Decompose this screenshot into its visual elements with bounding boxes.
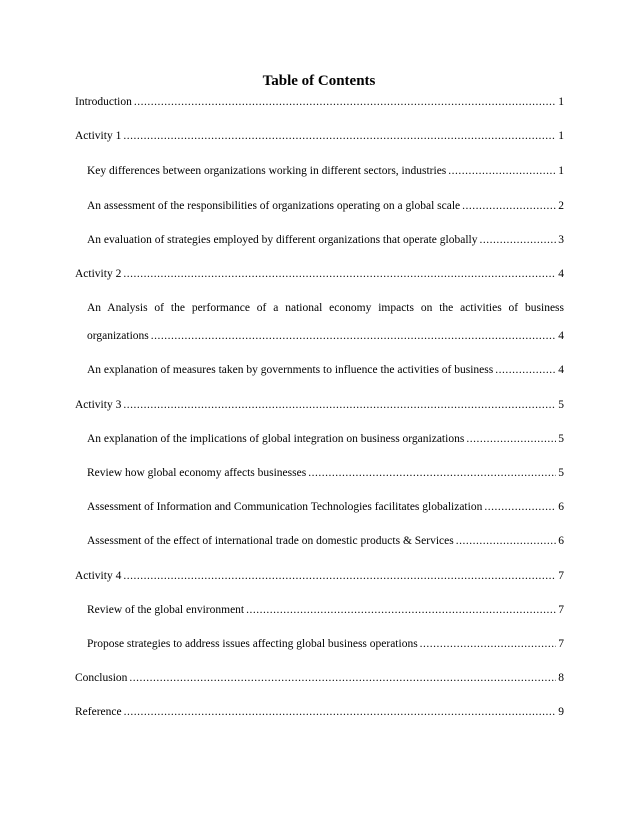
toc-entry-global-environment[interactable] xyxy=(87,601,564,619)
toc-entry-page: 1 xyxy=(558,96,564,108)
toc-entry-international-trade[interactable] xyxy=(87,532,564,550)
toc-entry-label: Activity 2 xyxy=(75,268,122,280)
toc-entry-global-economy[interactable] xyxy=(87,464,564,482)
toc-entry-ict-globalization[interactable] xyxy=(87,498,564,516)
dot-leader xyxy=(123,396,556,414)
toc-entry-page: 5 xyxy=(558,399,564,411)
toc-entry-page: 3 xyxy=(558,234,564,246)
toc-entry-evaluation-strategies[interactable] xyxy=(87,231,564,249)
toc-entry-label: An explanation of the implications of global integration on business organizations xyxy=(87,433,465,445)
toc-entry-label: Review of the global environment xyxy=(87,604,245,616)
toc-entry-page: 7 xyxy=(558,604,564,616)
toc-entry-page: 2 xyxy=(558,200,564,212)
dot-leader xyxy=(466,430,556,448)
toc-entry-page: 5 xyxy=(558,433,564,445)
toc-entry-page: 4 xyxy=(558,364,564,376)
toc-entry-reference[interactable] xyxy=(75,703,564,721)
toc-entry-page: 1 xyxy=(558,130,564,142)
toc-entry-label: Activity 3 xyxy=(75,399,122,411)
dot-leader xyxy=(484,498,556,516)
toc-entry-activity-1[interactable] xyxy=(75,127,564,145)
toc-entry-label: Propose strategies to address issues affecting global business operations xyxy=(87,638,418,650)
toc-entry-analysis-line2[interactable] xyxy=(87,327,564,345)
dot-leader xyxy=(123,127,556,145)
dot-leader xyxy=(495,361,556,379)
toc-entry-label: Introduction xyxy=(75,96,132,108)
dot-leader xyxy=(246,601,556,619)
dot-leader xyxy=(123,567,556,585)
dot-leader xyxy=(134,93,556,111)
toc-entry-page: 9 xyxy=(558,706,564,718)
toc-entry-global-integration[interactable] xyxy=(87,430,564,448)
toc-entry-label: Assessment of Information and Communication Technologies facilitates globalization xyxy=(87,501,483,513)
toc-entry-page: 6 xyxy=(558,535,564,547)
toc-entry-label: Review how global economy affects businesses xyxy=(87,467,307,479)
toc-entry-label: Reference xyxy=(75,706,122,718)
toc-entry-label: Key differences between organizations working in different sectors, industries xyxy=(87,165,447,177)
toc-entry-label: Assessment of the effect of international trade on domestic products & Services xyxy=(87,535,454,547)
toc-entry-label: An explanation of measures taken by governments to influence the activities of business xyxy=(87,364,494,376)
dot-leader xyxy=(448,162,556,180)
toc-entry-label: An evaluation of strategies employed by different organizations that operate globally xyxy=(87,234,478,246)
toc-entry-page: 6 xyxy=(558,501,564,513)
dot-leader xyxy=(129,669,556,687)
toc-entry-page: 4 xyxy=(558,330,564,342)
toc-entry-label: Activity 1 xyxy=(75,130,122,142)
toc-entry-page: 7 xyxy=(558,638,564,650)
toc-entry-conclusion[interactable] xyxy=(75,669,564,687)
toc-entry-page: 4 xyxy=(558,268,564,280)
toc-entry-label: An assessment of the responsibilities of organizations operating on a global scale xyxy=(87,200,461,212)
toc-entry-activity-3[interactable] xyxy=(75,396,564,414)
dot-leader xyxy=(124,703,557,721)
dot-leader xyxy=(308,464,556,482)
toc-entry-introduction[interactable] xyxy=(75,93,564,111)
toc-entry-key-differences[interactable] xyxy=(87,162,564,180)
toc-entry-label: Conclusion xyxy=(75,672,128,684)
toc-entry-page: 7 xyxy=(558,570,564,582)
toc-title: Table of Contents xyxy=(262,73,376,89)
toc-entry-page: 8 xyxy=(558,672,564,684)
toc-entry-page: 5 xyxy=(558,467,564,479)
toc-entry-label: organizations xyxy=(87,330,149,342)
dot-leader xyxy=(479,231,556,249)
dot-leader xyxy=(462,197,556,215)
toc-entry-propose-strategies[interactable] xyxy=(87,635,564,653)
dot-leader xyxy=(123,265,556,283)
toc-entry-activity-2[interactable] xyxy=(75,265,564,283)
toc-entry-page: 1 xyxy=(558,165,564,177)
toc-entry-label: Activity 4 xyxy=(75,570,122,582)
toc-entry-analysis-line1[interactable]: An Analysis of the performance of a national economy impacts on the activities of business xyxy=(87,302,564,314)
dot-leader xyxy=(456,532,557,550)
toc-entry-responsibilities[interactable] xyxy=(87,197,564,215)
toc-entry-government-measures[interactable] xyxy=(87,361,564,379)
dot-leader xyxy=(151,327,557,345)
toc-entry-activity-4[interactable] xyxy=(75,567,564,585)
dot-leader xyxy=(420,635,557,653)
